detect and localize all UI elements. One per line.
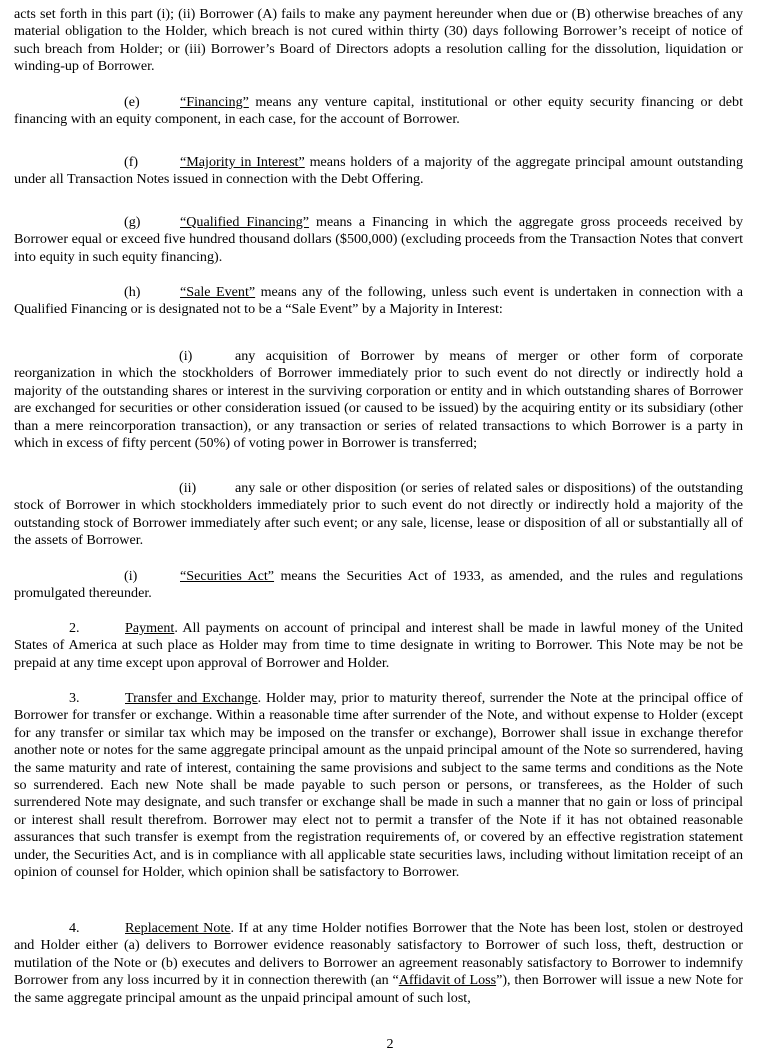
defined-term: “Securities Act”	[180, 568, 275, 584]
definition-text: means the Securities Act of 1933, as amended, and the rules and regulations promulgated thereunder.	[14, 568, 744, 602]
definition-text: means any venture capital, institutional or other equity security financing or debt financing with an equity component, in each case, for the account of Borrower.	[14, 94, 743, 128]
defined-term: “Qualified Financing”	[180, 214, 310, 230]
definition-qualified-financing	[14, 214, 743, 266]
definition-label: (g)	[124, 214, 141, 230]
definition-sale-event	[14, 284, 743, 319]
section-text: . All payments on account of principal and interest shall be made in lawful money of the United States of America at such place as Holder may from time to time designate in writing to Borrower. This Note may be not be prepaid at any time except upon approval of Borrower and Holder.	[14, 620, 743, 671]
continuation-paragraph: acts set forth in this part (i); (ii) Borrower (A) fails to make any payment hereunder when due or (B) otherwise breaches of any material obligation to the Holder, which breach is not cured within thirty (30) days following Borrower’s receipt of notice of such breach from Holder; or (iii) Borrower’s Board of Directors adopts a resolution calling for the dissolution, liquidation or winding-up of Borrower.	[14, 6, 743, 75]
section-number: 3.	[69, 690, 80, 706]
sale-event-sub-ii	[14, 480, 743, 550]
section-4-replacement	[14, 920, 743, 1007]
defined-term: Affidavit of Loss	[398, 972, 497, 989]
definition-majority-in-interest	[14, 154, 743, 189]
sub-label: (i)	[179, 348, 193, 364]
section-text: . Holder may, prior to maturity thereof, surrender the Note at the principal office of Borrower for transfer or exchange. Within a reasonable time after surrender of the Note, and without expense to Holder (except for any transfer or similar tax which may be imposed on the transfer or exchange), Borrower shall issue in exchange therefor another note or notes for the same aggregate principal amount as the unpaid principal amount of the Note so surrendered, having the same maturity and rate of interest, containing the same provisions and subject to the same terms and conditions as the Note so surrendered. Each new Note shall be made payable to such person or persons, or transferees, as the Holder of such surrendered Note may designate, and such transfer or exchange shall be made in such a manner that no gain or loss of principal or interest shall result therefrom. Borrower may elect not to permit a transfer of the Note if it has not obtained reasonable assurances that such transfer is exempt from the registration requirements of, or covered by an effective registration statement under, the Securities Act, and is in compliance with all applicable state securities laws, including without limitation receipt of an opinion of counsel for Holder, which opinion shall be satisfactory to Borrower.	[14, 690, 743, 881]
section-heading: Transfer and Exchange	[125, 690, 258, 706]
section-text: ”), then Borrower will issue a new Note for the same aggregate principal amount as the unpaid principal amount of such lost,	[14, 972, 743, 1006]
sale-event-sub-i	[14, 348, 743, 452]
definition-label: (h)	[124, 284, 141, 300]
definition-text: means a Financing in which the aggregate gross proceeds received by Borrower equal or exceed five hundred thousand dollars ($500,000) (excluding proceeds from the Transaction Notes that convert into equity in such equity financing).	[14, 214, 743, 265]
section-heading: Payment	[125, 620, 175, 636]
sub-text: any sale or other disposition (or series of related sales or dispositions) of the outstanding stock of Borrower in which stockholders immediately prior to such event do not directly or indirectly hold a majority of the outstanding stock of Borrower immediately after such event; or any sale, license, lease or disposition of all or substantially all of the assets of Borrower.	[14, 480, 743, 549]
definition-text: means holders of a majority of the aggregate principal amount outstanding under all Transaction Notes issued in connection with the Debt Offering.	[14, 154, 743, 188]
section-heading: Replacement Note	[125, 920, 231, 936]
defined-term: “Financing”	[180, 94, 249, 110]
sub-label: (ii)	[179, 480, 197, 496]
page-number: 2	[386, 1036, 394, 1052]
section-text: . If at any time Holder notifies Borrower that the Note has been lost, stolen or destroyed and Holder either (a) delivers to Borrower evidence reasonably satisfactory to Borrower of such loss, theft, destruction or mutilation of the Note or (b) executes and delivers to Borrower an agreement reasonably satisfactory to Borrower to indemnify Borrower from any loss incurred by it in connection therewith (an “	[14, 920, 743, 989]
definition-label: (f)	[124, 154, 139, 170]
sub-text: any acquisition of Borrower by means of merger or other form of corporate reorganization in which the stockholders of Borrower immediately prior to such event do not directly or indirectly hold a majority of the outstanding shares or interest in the surviving corporation or entity and in which outstanding shares of Borrower are exchanged for securities or other consideration issued (or caused to be issued) by the acquiring entity or its subsidiary (other than a mere reincorporation transaction), or any transaction or series of related transactions to which Borrower is a party in which in excess of fifty percent (50%) of voting power in Borrower is transferred;	[14, 348, 743, 452]
defined-term: “Sale Event”	[180, 284, 256, 300]
definition-text: means any of the following, unless such event is undertaken in connection with a Qualified Financing or is designated not to be a “Sale Event” by a Majority in Interest:	[14, 284, 743, 318]
defined-term: “Majority in Interest”	[180, 154, 305, 170]
section-number: 2.	[69, 620, 80, 636]
section-number: 4.	[69, 920, 80, 936]
definition-label: (e)	[124, 94, 140, 110]
definition-securities-act	[14, 568, 743, 603]
definition-label: (i)	[124, 568, 138, 584]
section-3-transfer	[14, 690, 743, 881]
section-2-payment	[14, 620, 743, 672]
definition-financing	[14, 94, 743, 129]
